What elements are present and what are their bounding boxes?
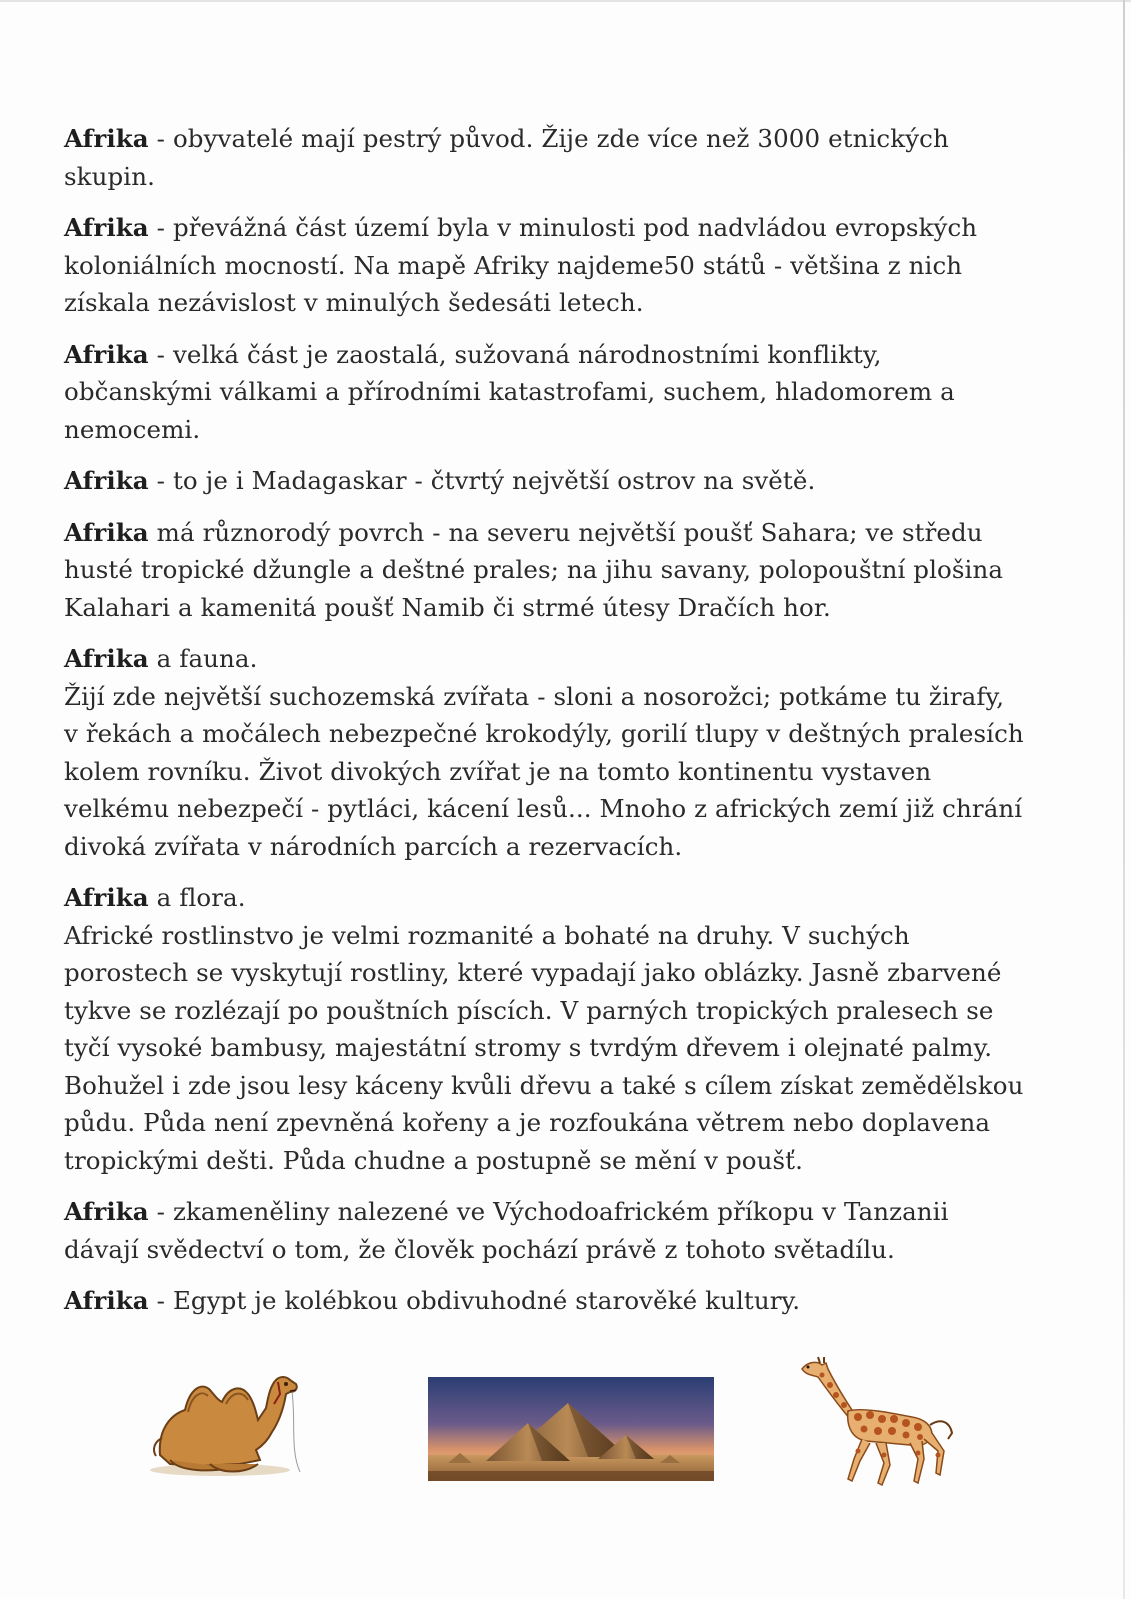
giraffe-illustration <box>792 1355 962 1491</box>
text-line: husté tropické džungle a deštné prales; na jihu savany, polopouštní plošina <box>64 555 1004 584</box>
paragraph-egypt <box>64 1282 1054 1320</box>
text-line: Africké rostlinstvo je velmi rozmanité a bohaté na druhy. V suchých <box>64 920 910 950</box>
text-line: Afrika - Egypt je kolébkou obdivuhodné starověké kultury. <box>64 1286 801 1315</box>
article-text <box>64 120 1054 1334</box>
text-line: velkému nebezpečí - pytláci, kácení lesů... Mnoho z afrických zemí již chrání <box>64 794 1023 823</box>
text-line: Afrika - to je i Madagaskar - čtvrtý největší ostrov na světě. <box>64 466 816 495</box>
paragraph-flora <box>64 879 1054 1179</box>
paragraph-fauna <box>64 640 1054 865</box>
text-line: koloniálních mocností. Na mapě Afriky najdeme50 států - většina z nich <box>64 250 963 280</box>
lead-word: Afrika <box>64 124 149 153</box>
text-line: Afrika - velká část je zaostalá, sužovaná národnostními konflikty, <box>64 339 882 369</box>
lead-word: Afrika <box>64 883 149 912</box>
text-line: dávají svědectví o tom, že člověk pochází právě z tohoto světadílu. <box>64 1234 895 1264</box>
text-line: získala nezávislost v minulých šedesáti letech. <box>64 288 644 317</box>
camel-illustration <box>140 1360 305 1485</box>
text-line: v řekách a močálech nebezpečné krokodýly, gorilí tlupy v deštných pralesích <box>64 719 1024 748</box>
lead-word: Afrika <box>64 466 149 495</box>
paragraph-surface <box>64 514 1054 627</box>
text-line: divoká zvířata v národních parcích a rezervacích. <box>64 831 683 861</box>
text-line: Afrika - převážná část území byla v minulosti pod nadvládou evropských <box>64 213 978 242</box>
text-line: Afrika - obyvatelé mají pestrý původ. Žije zde více než 3000 etnických <box>64 124 949 153</box>
text-line: tropickými dešti. Půda chudne a postupně se mění v poušť. <box>64 1145 803 1175</box>
text-line: nemocemi. <box>64 414 201 444</box>
text-line: tykve se rozlézají po pouštních píscích. V parných tropických pralesech se <box>64 995 994 1025</box>
text-line: tyčí vysoké bambusy, majestátní stromy s tvrdým dřevem i olejnaté palmy. <box>64 1033 993 1062</box>
paragraph-fossils <box>64 1193 1054 1268</box>
text-line: Afrika a fauna. <box>64 644 258 673</box>
lead-word: Afrika <box>64 644 149 673</box>
illustration-row <box>0 1355 1131 1495</box>
pyramids-photo <box>428 1377 714 1481</box>
text-line: skupin. <box>64 161 155 191</box>
text-line: půdu. Půda není zpevněná kořeny a je rozfoukána větrem nebo doplavena <box>64 1108 991 1137</box>
lead-word: Afrika <box>64 1286 149 1315</box>
lead-word: Afrika <box>64 517 149 547</box>
text-line: Žijí zde největší suchozemská zvířata - sloni a nosorožci; potkáme tu žirafy, <box>64 681 1005 711</box>
lead-word: Afrika <box>64 213 149 242</box>
paragraph-madagascar <box>64 462 1054 500</box>
paragraph-population <box>64 120 1054 195</box>
paragraph-colonial-history <box>64 209 1054 322</box>
paragraph-problems <box>64 336 1054 449</box>
text-line: porostech se vyskytují rostliny, které vypadají jako oblázky. Jasně zbarvené <box>64 958 1002 987</box>
lead-word: Afrika <box>64 1197 149 1226</box>
text-line: Afrika a flora. <box>64 883 246 912</box>
text-line: Afrika - zkameněliny nalezené ve Východoafrickém příkopu v Tanzanii <box>64 1197 949 1226</box>
scan-top-edge <box>0 0 1131 2</box>
text-line: kolem rovníku. Život divokých zvířat je na tomto kontinentu vystaven <box>64 756 932 786</box>
text-line: Afrika má různorodý povrch - na severu největší poušť Sahara; ve středu <box>64 517 983 547</box>
text-line: občanskými válkami a přírodními katastrofami, suchem, hladomorem a <box>64 377 955 406</box>
text-line: Kalahari a kamenitá poušť Namib či strmé útesy Dračích hor. <box>64 592 831 622</box>
lead-word: Afrika <box>64 339 149 369</box>
text-line: Bohužel i zde jsou lesy káceny kvůli dřevu a také s cílem získat zemědělskou <box>64 1070 1024 1100</box>
